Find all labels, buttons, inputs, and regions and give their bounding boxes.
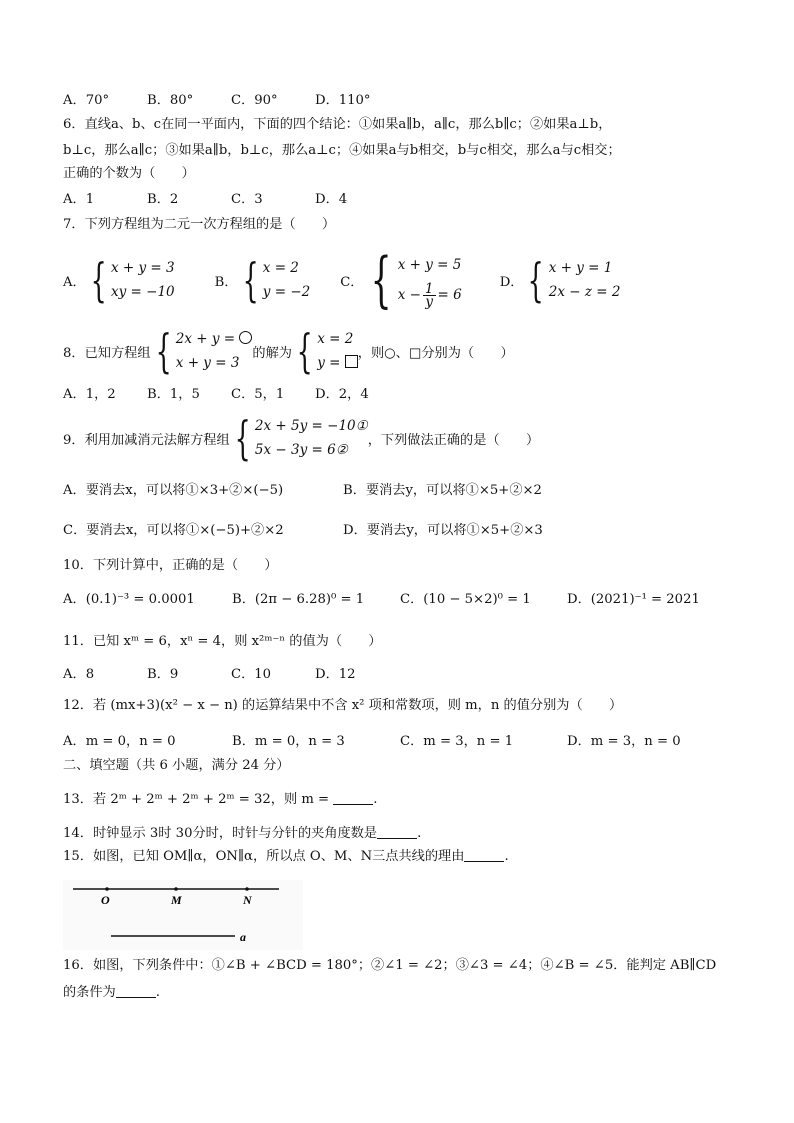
q7-c-fraction — [423, 280, 436, 310]
q8-eq1 — [176, 327, 253, 351]
label-n: N — [243, 893, 252, 907]
q6-option-a: A．1 — [63, 192, 95, 207]
q8-sol1: x = 2 — [317, 331, 354, 347]
q8-post: ，则○、□分别为（ ） — [357, 345, 514, 361]
q7-stem: 7．下列方程组为二元一次方程组的是（ ） — [63, 217, 336, 232]
q8-eq1-text: 2x + y = — [175, 331, 240, 347]
q7-option-c-label: C． — [340, 274, 364, 290]
q11-option-d: D．12 — [315, 667, 356, 682]
brace-icon: { — [234, 411, 251, 465]
q8-system — [151, 324, 253, 378]
q15-text: 15．如图，已知 OM∥α，ON∥α，所以点 O、M、N三点共线的理由 — [63, 849, 465, 864]
brace-icon: { — [155, 324, 172, 378]
q14 — [63, 825, 421, 843]
q16-post: . — [155, 985, 160, 1000]
q7-b-eq2: y = −2 — [262, 284, 311, 300]
q5-options — [63, 92, 371, 110]
label-a: a — [240, 930, 246, 944]
point-o — [105, 887, 109, 891]
label-m: M — [171, 893, 182, 907]
q7-option-d-label: D． — [499, 274, 524, 290]
q15-post: . — [504, 849, 509, 864]
q8-mid: 的解为 — [252, 345, 292, 361]
q6-stem-line3: 正确的个数为（ ） — [63, 166, 195, 181]
circle-icon — [239, 331, 252, 344]
q5-option-a: A．70° — [63, 93, 110, 108]
q13-text: 13．若 2ᵐ + 2ᵐ + 2ᵐ + 2ᵐ = 32，则 m = — [63, 792, 330, 807]
q7-a-eq1: x + y = 3 — [111, 260, 175, 276]
q8-stem — [63, 324, 514, 378]
q7-c-eq1: x + y = 5 — [397, 257, 462, 273]
q12-stem: 12．若 (mx+3)(x² − x − n) 的运算结果中不含 x² 项和常数项，则 m，n 的值分别为（ ） — [63, 698, 623, 713]
q6-option-d: D．4 — [315, 192, 348, 207]
q12-option-b: B．m = 0，n = 3 — [232, 734, 345, 749]
q15 — [63, 848, 509, 866]
q13 — [63, 791, 378, 809]
q9-option-c: C．要消去x，可以将①×(−5)+②×2 — [63, 523, 284, 538]
brace-icon: { — [370, 245, 392, 315]
q7-c-frac-den: y — [425, 293, 434, 310]
q7-d-eq1: x + y = 1 — [548, 260, 613, 276]
q16-text: 的条件为 — [63, 985, 116, 1000]
q8-eq2: x + y = 3 — [175, 355, 240, 371]
q10-option-b: B．(2π − 6.28)⁰ = 1 — [232, 592, 365, 607]
q6-option-b: B．2 — [147, 192, 179, 207]
q7-c-eq2-post: = 6 — [437, 287, 462, 303]
q7-option-b-label: B． — [214, 274, 238, 290]
q8-option-a: A．1，2 — [63, 387, 116, 402]
q7-c-eq2 — [398, 280, 462, 310]
q7-b-eq1: x = 2 — [262, 260, 299, 276]
q16-line1: 16．如图，下列条件中：①∠B + ∠BCD = 180°；②∠1 = ∠2；③∠3 = ∠4；④∠B = ∠5．能判定 AB∥CD — [63, 958, 717, 973]
q6-option-c: C．3 — [231, 192, 263, 207]
q13-post: . — [373, 792, 378, 807]
q8-sol2-text: y = — [317, 355, 345, 371]
q15-answer-blank[interactable] — [464, 849, 504, 862]
q7-c-eq2-pre: x − — [397, 287, 421, 303]
brace-icon: { — [528, 253, 545, 307]
point-m — [174, 887, 178, 891]
q6-stem-line2: b⊥c，那么a∥c；③如果a∥b，b⊥c，那么a⊥c；④如果a与b相交，b与c相交，那么a与c相交； — [63, 143, 621, 158]
section-heading: 二、填空题（共 6 小题，满分 24 分） — [63, 758, 290, 773]
q9-stem — [63, 411, 540, 465]
q7-c-frac-num: 1 — [424, 280, 434, 297]
q10-option-d: D．(2021)⁻¹ = 2021 — [567, 592, 700, 607]
q13-answer-blank[interactable] — [333, 792, 373, 805]
q8-pre: 8．已知方程组 — [63, 345, 151, 361]
q10-option-c: C．(10 − 5×2)⁰ = 1 — [400, 592, 531, 607]
q7-d-eq2: 2x − z = 2 — [548, 284, 621, 300]
q8-option-c: C．5，1 — [231, 387, 285, 402]
q5-option-d: D．110° — [315, 93, 371, 108]
q8-option-d: D．2，4 — [315, 387, 369, 402]
q11-option-c: C．10 — [231, 667, 272, 682]
brace-icon: { — [242, 253, 259, 307]
q11-option-b: B．9 — [147, 667, 179, 682]
q9-pre: 9．利用加减消元法解方程组 — [63, 432, 230, 448]
q11-option-a: A．8 — [63, 667, 95, 682]
square-icon — [345, 355, 358, 368]
q8-sol2 — [317, 351, 358, 375]
brace-icon: { — [296, 324, 313, 378]
q7-option-a-label: A． — [63, 274, 86, 290]
q7-option-c-system — [364, 245, 462, 315]
q14-answer-blank[interactable] — [377, 826, 417, 839]
q9-option-b: B．要消去y，可以将①×5+②×2 — [343, 483, 542, 498]
point-n — [245, 887, 249, 891]
q5-option-c: C．90° — [231, 93, 278, 108]
q12-option-d: D．m = 3，n = 0 — [567, 734, 681, 749]
q8-options — [63, 386, 369, 404]
q9-system — [230, 411, 368, 465]
q9-eq1: 2x + 5y = −10① — [254, 418, 368, 434]
q14-text: 14．时钟显示 3时 30分时，时针与分针的夹角度数是 — [63, 826, 378, 841]
q9-option-d: D．要消去y，可以将①×5+②×3 — [343, 523, 543, 538]
figure-background — [63, 880, 303, 950]
q6-options — [63, 191, 347, 209]
q15-figure — [63, 880, 303, 950]
q16-answer-blank[interactable] — [116, 985, 156, 998]
q9-eq2: 5x − 3y = 6② — [254, 442, 348, 458]
q9-post: ，下列做法正确的是（ ） — [367, 432, 540, 448]
q16-line2 — [63, 984, 160, 1002]
q10-option-a: A．(0.1)⁻³ = 0.0001 — [63, 592, 195, 607]
brace-icon: { — [90, 253, 107, 307]
q12-option-a: A．m = 0，n = 0 — [63, 734, 176, 749]
q5-option-b: B．80° — [147, 93, 194, 108]
q7-options — [63, 245, 621, 315]
q7-option-b-system — [238, 253, 311, 307]
q11-stem: 11．已知 xᵐ = 6，xⁿ = 4，则 x²ᵐ⁻ⁿ 的值为（ ） — [63, 634, 382, 649]
q9-option-a: A．要消去x，可以将①×3+②×(−5) — [63, 483, 284, 498]
q8-solution — [292, 324, 358, 378]
q7-option-d-system — [523, 253, 621, 307]
q11-options — [63, 666, 356, 684]
q7-a-eq2: xy = −10 — [111, 284, 175, 300]
q7-option-a-system — [86, 253, 175, 307]
q10-stem: 10．下列计算中，正确的是（ ） — [63, 558, 278, 573]
q14-post: . — [417, 826, 422, 841]
label-o: O — [101, 893, 110, 907]
q12-option-c: C．m = 3，n = 1 — [400, 734, 514, 749]
q8-option-b: B．1，5 — [147, 387, 200, 402]
q6-stem-line1: 6．直线a、b、c在同一平面内，下面的四个结论：①如果a∥b，a∥c，那么b∥c；②如果a⊥b， — [63, 117, 612, 132]
